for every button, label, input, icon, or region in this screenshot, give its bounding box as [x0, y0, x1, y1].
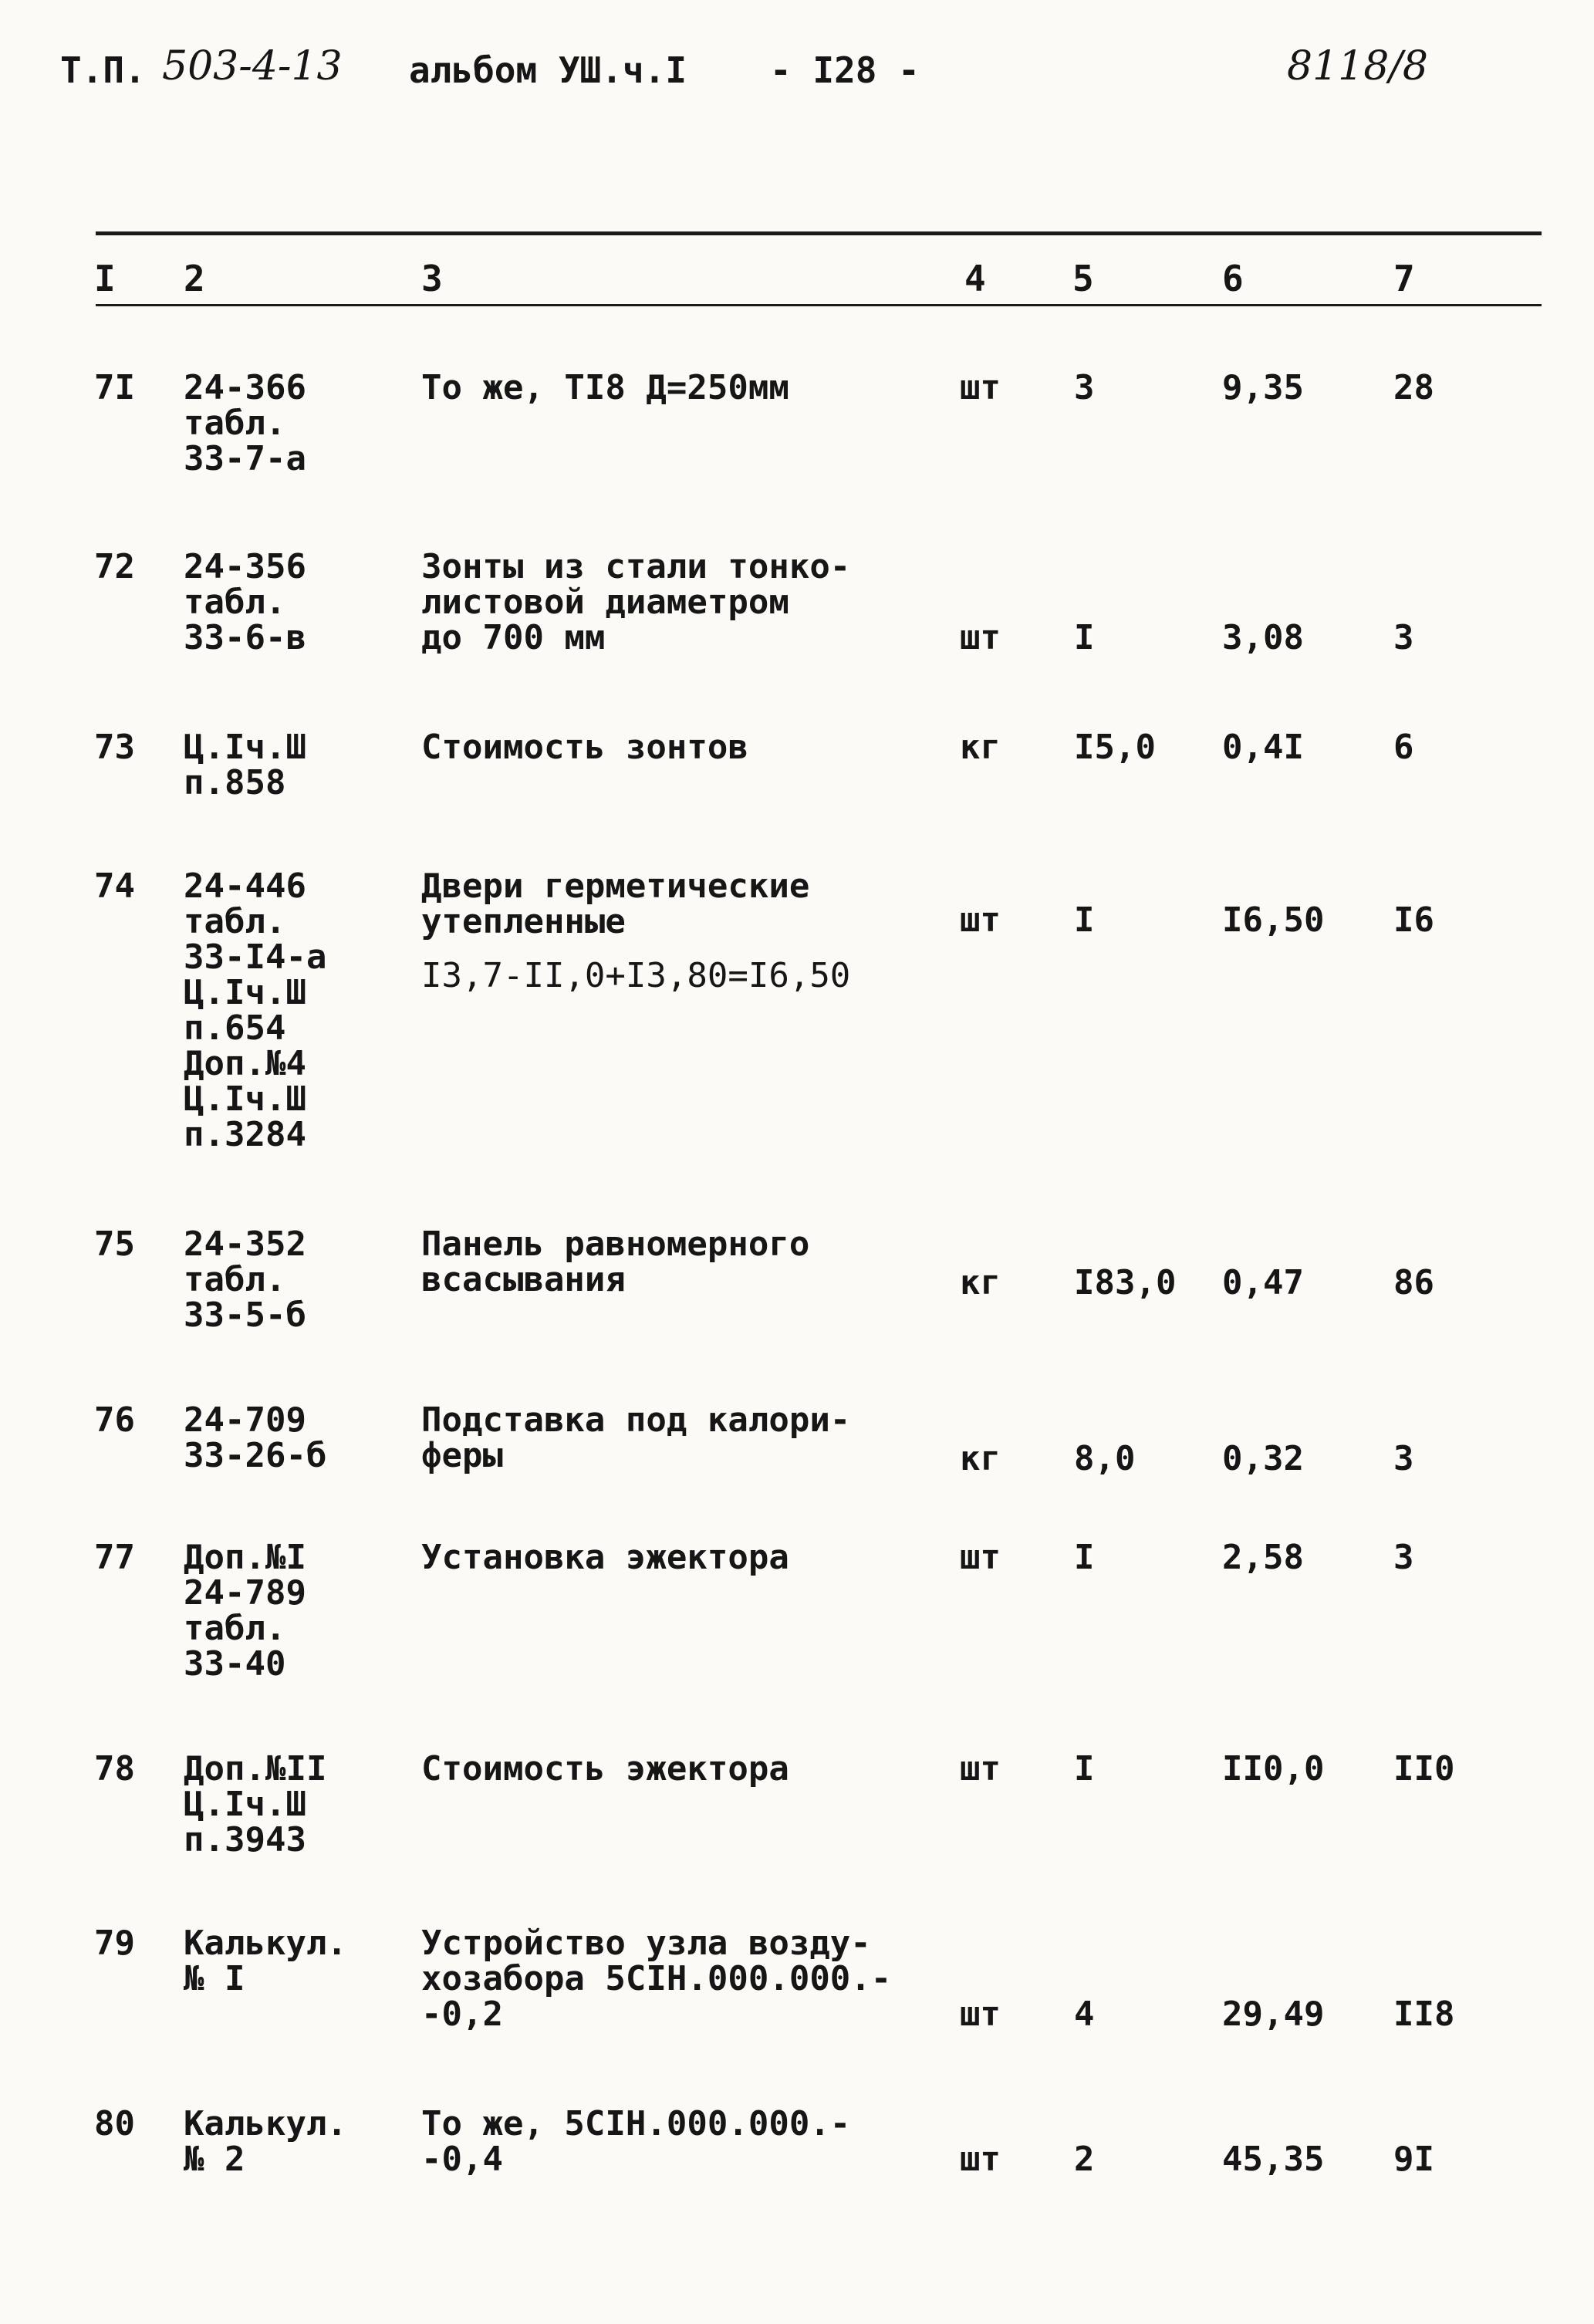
- row-unit: шт: [960, 1538, 1001, 1577]
- reference-line: табл.: [184, 1260, 286, 1299]
- row-reference: [184, 866, 327, 1154]
- reference-line: 33-40: [184, 1644, 286, 1684]
- reference-line: 33-I4-а: [184, 937, 327, 977]
- description-line: хозабора 5СIН.000.000.-: [421, 1959, 892, 1998]
- page-number: - I28 -: [770, 49, 920, 91]
- reference-line: 33-5-б: [184, 1295, 306, 1335]
- reference-line: № I: [184, 1959, 245, 1998]
- tp-label: Т.П.: [60, 49, 146, 91]
- description-line: Двери герметические: [421, 866, 810, 906]
- row-unit: кг: [960, 1263, 1001, 1302]
- reference-line: Калькул.: [184, 1924, 347, 1963]
- document-number: 8118/8: [1287, 43, 1428, 90]
- row-unit-price: 3,08: [1222, 618, 1304, 657]
- description-line: до 700 мм: [421, 618, 606, 657]
- row-total: 3: [1393, 1538, 1414, 1577]
- row-unit-price: 45,35: [1222, 2140, 1325, 2179]
- column-header-6: 6: [1222, 258, 1244, 299]
- reference-line: 24-352: [184, 1224, 306, 1264]
- row-number: 77: [94, 1538, 135, 1577]
- reference-line: 33-7-а: [184, 439, 306, 478]
- reference-line: № 2: [184, 2140, 245, 2179]
- column-header-7: 7: [1393, 258, 1415, 299]
- row-description: [421, 1400, 851, 1475]
- row-quantity: I83,0: [1074, 1263, 1177, 1302]
- description-line: -0,4: [421, 2140, 503, 2179]
- row-reference: [184, 730, 306, 801]
- description-line: Стоимость эжектора: [421, 1749, 789, 1789]
- row-number: 74: [94, 866, 135, 906]
- project-code: 503-4-13: [162, 43, 343, 90]
- description-line: феры: [421, 1436, 503, 1475]
- row-unit: шт: [960, 368, 1001, 407]
- row-unit-price: 2,58: [1222, 1538, 1304, 1577]
- row-reference: [184, 1751, 326, 1858]
- row-unit-price: I6,50: [1222, 900, 1325, 940]
- reference-line: 24-709: [184, 1400, 306, 1440]
- reference-line: 24-356: [184, 547, 306, 586]
- description-line: листовой диаметром: [421, 583, 789, 622]
- row-unit-price: 9,35: [1222, 368, 1304, 407]
- row-total: 86: [1393, 1263, 1434, 1302]
- reference-line: Доп.№4: [184, 1044, 306, 1083]
- row-total: II0: [1393, 1749, 1455, 1789]
- row-description: [421, 370, 789, 406]
- reference-line: п.654: [184, 1008, 286, 1048]
- column-header-3: 3: [421, 258, 443, 299]
- row-total: 3: [1393, 618, 1414, 657]
- row-unit: шт: [960, 900, 1001, 940]
- row-number: 79: [94, 1924, 135, 1963]
- row-quantity: 3: [1074, 368, 1095, 407]
- reference-line: Доп.№II: [184, 1749, 327, 1789]
- reference-line: табл.: [184, 583, 286, 622]
- calculation-line: I3,7-II,0+I3,80=I6,50: [421, 956, 851, 995]
- row-unit: шт: [960, 1995, 1001, 2034]
- row-quantity: I5,0: [1074, 728, 1156, 767]
- reference-line: табл.: [184, 902, 286, 941]
- row-unit: шт: [960, 1749, 1001, 1789]
- reference-line: Доп.№I: [184, 1538, 306, 1577]
- description-line: -0,2: [421, 1995, 503, 2034]
- row-total: 9I: [1393, 2140, 1434, 2179]
- reference-line: 24-789: [184, 1573, 306, 1613]
- row-quantity: 8,0: [1074, 1439, 1136, 1478]
- description-line: всасывания: [421, 1260, 626, 1299]
- reference-line: Калькул.: [184, 2104, 347, 2143]
- row-quantity: 4: [1074, 1995, 1095, 2034]
- row-description: [421, 549, 850, 656]
- row-quantity: I: [1074, 1538, 1095, 1577]
- column-header-4: 4: [964, 258, 986, 299]
- album-label: альбом УШ.ч.I: [409, 49, 687, 91]
- description-line: Устройство узла возду-: [421, 1924, 871, 1963]
- description-line: Стоимость зонтов: [421, 728, 748, 767]
- description-line: То же, 5СIН.000.000.-: [421, 2104, 851, 2143]
- reference-line: табл.: [184, 404, 286, 443]
- row-total: II8: [1393, 1995, 1455, 2034]
- reference-line: 33-26-б: [184, 1436, 327, 1475]
- row-number: 7I: [94, 368, 135, 407]
- row-number: 76: [94, 1400, 135, 1440]
- reference-line: табл.: [184, 1609, 286, 1648]
- row-number: 72: [94, 547, 135, 586]
- row-reference: [184, 1400, 327, 1475]
- row-reference: [184, 1224, 306, 1335]
- column-header-2: 2: [184, 258, 205, 299]
- row-unit-price: 29,49: [1222, 1995, 1325, 2034]
- reference-line: Ц.Iч.Ш: [184, 1079, 306, 1119]
- row-description: [421, 1751, 789, 1787]
- row-total: 6: [1393, 728, 1414, 767]
- row-unit-price: 0,47: [1222, 1263, 1304, 1302]
- row-unit: кг: [960, 1439, 1001, 1478]
- description-line: Панель равномерного: [421, 1224, 810, 1264]
- column-header-5: 5: [1072, 258, 1094, 299]
- row-unit: кг: [960, 728, 1001, 767]
- description-line: Подставка под калори-: [421, 1400, 851, 1440]
- description-line: Зонты из стали тонко-: [421, 547, 851, 586]
- row-unit: шт: [960, 618, 1001, 657]
- row-total: 3: [1393, 1439, 1414, 1478]
- row-reference: [184, 549, 306, 656]
- row-description: [421, 730, 748, 765]
- reference-line: 24-446: [184, 866, 306, 906]
- reference-line: Ц.Iч.Ш: [184, 973, 306, 1012]
- row-description: [421, 1224, 810, 1299]
- reference-line: Ц.Iч.Ш: [184, 1785, 306, 1824]
- row-reference: [184, 2106, 347, 2177]
- reference-line: п.858: [184, 763, 286, 802]
- reference-line: 24-366: [184, 368, 306, 407]
- row-unit: шт: [960, 2140, 1001, 2179]
- row-total: I6: [1393, 900, 1434, 940]
- row-description: [421, 1926, 891, 2032]
- reference-line: Ц.Iч.Ш: [184, 728, 306, 767]
- description-line: То же, ТI8 Д=250мм: [421, 368, 789, 407]
- column-header-1: I: [94, 258, 116, 299]
- row-unit-price: 0,4I: [1222, 728, 1304, 767]
- row-quantity: 2: [1074, 2140, 1095, 2179]
- reference-line: п.3943: [184, 1820, 306, 1860]
- row-description: [421, 2106, 850, 2177]
- row-reference: [184, 1926, 347, 1997]
- row-reference: [184, 1540, 306, 1682]
- row-quantity: I: [1074, 618, 1095, 657]
- row-unit-price: II0,0: [1222, 1749, 1325, 1789]
- description-line: Установка эжектора: [421, 1538, 789, 1577]
- row-quantity: I: [1074, 1749, 1095, 1789]
- reference-line: 33-6-в: [184, 618, 306, 657]
- row-description: [421, 1540, 789, 1576]
- row-reference: [184, 370, 306, 477]
- row-number: 80: [94, 2104, 135, 2143]
- row-quantity: I: [1074, 900, 1095, 940]
- row-total: 28: [1393, 368, 1434, 407]
- row-number: 75: [94, 1224, 135, 1264]
- description-line: утепленные: [421, 902, 626, 941]
- row-number: 73: [94, 728, 135, 767]
- row-number: 78: [94, 1749, 135, 1789]
- row-description: [421, 866, 851, 995]
- row-unit-price: 0,32: [1222, 1439, 1304, 1478]
- reference-line: п.3284: [184, 1115, 306, 1154]
